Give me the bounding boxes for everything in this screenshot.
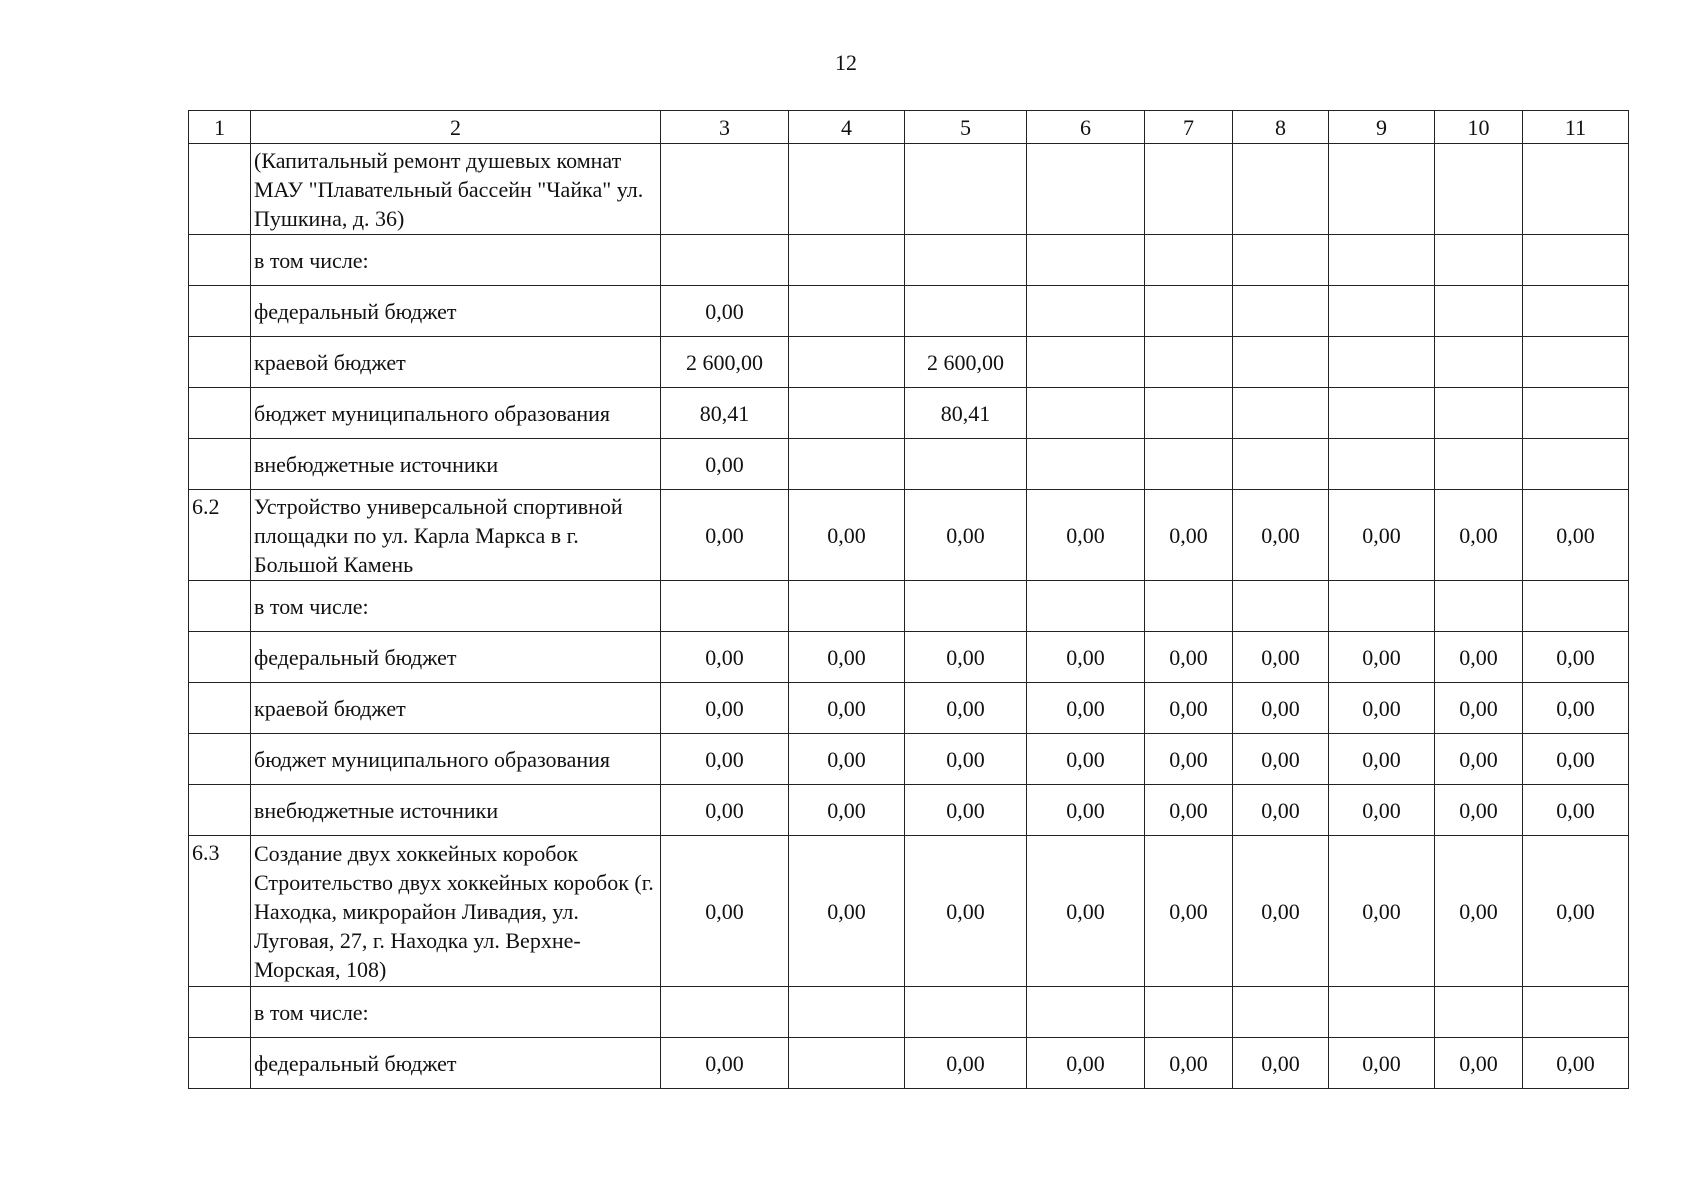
value-cell [1027,286,1145,337]
column-header: 11 [1523,111,1629,144]
value-cell [1145,439,1233,490]
value-cell: 0,00 [1145,836,1233,987]
value-cell [789,337,905,388]
value-cell [905,987,1027,1038]
value-cell: 0,00 [1233,683,1329,734]
value-cell: 0,00 [905,490,1027,581]
value-cell [1329,337,1435,388]
value-cell: 0,00 [1233,632,1329,683]
row-index-cell [189,632,251,683]
value-cell: 2 600,00 [661,337,789,388]
value-cell: 0,00 [1233,490,1329,581]
value-cell [1145,987,1233,1038]
value-cell: 0,00 [661,836,789,987]
table-row [189,683,1629,734]
value-cell: 0,00 [789,632,905,683]
value-cell [1145,235,1233,286]
value-cell [905,144,1027,235]
row-index-cell [189,1038,251,1089]
value-cell [1523,235,1629,286]
value-cell: 0,00 [1523,785,1629,836]
value-cell: 0,00 [1027,632,1145,683]
value-cell: 0,00 [1435,734,1523,785]
value-cell: 0,00 [661,632,789,683]
row-index-cell [189,439,251,490]
value-cell [1145,144,1233,235]
value-cell: 0,00 [1145,734,1233,785]
value-cell [1027,144,1145,235]
value-cell: 0,00 [1027,836,1145,987]
value-cell: 0,00 [789,785,905,836]
column-header: 6 [1027,111,1145,144]
value-cell [905,286,1027,337]
value-cell: 0,00 [661,785,789,836]
value-cell: 0,00 [905,1038,1027,1089]
table-row [189,286,1629,337]
table-row [189,987,1629,1038]
value-cell: 0,00 [1329,490,1435,581]
value-cell [1329,286,1435,337]
table-row [189,144,1629,235]
column-header: 7 [1145,111,1233,144]
row-index-cell [189,683,251,734]
value-cell [1435,286,1523,337]
value-cell [1523,337,1629,388]
value-cell [789,144,905,235]
value-cell: 0,00 [1145,683,1233,734]
value-cell [661,581,789,632]
value-cell [1523,581,1629,632]
value-cell: 0,00 [905,785,1027,836]
value-cell [1233,144,1329,235]
row-index-cell: 6.2 [189,490,251,581]
row-label-cell: краевой бюджет [251,683,661,734]
value-cell [789,388,905,439]
row-label-cell: федеральный бюджет [251,632,661,683]
row-index-cell [189,235,251,286]
column-header: 4 [789,111,905,144]
row-label-cell: в том числе: [251,581,661,632]
value-cell: 0,00 [661,1038,789,1089]
value-cell [1233,987,1329,1038]
value-cell [1523,439,1629,490]
value-cell: 0,00 [905,683,1027,734]
column-header: 8 [1233,111,1329,144]
row-index-cell [189,337,251,388]
value-cell [789,581,905,632]
value-cell: 0,00 [661,734,789,785]
value-cell [1145,581,1233,632]
value-cell: 0,00 [1523,734,1629,785]
value-cell: 0,00 [661,439,789,490]
value-cell [1435,337,1523,388]
value-cell [1435,581,1523,632]
value-cell [661,987,789,1038]
row-label-cell: в том числе: [251,987,661,1038]
value-cell [1329,439,1435,490]
value-cell [1329,987,1435,1038]
value-cell [1027,439,1145,490]
value-cell: 0,00 [661,286,789,337]
value-cell [1523,144,1629,235]
value-cell: 2 600,00 [905,337,1027,388]
row-label-cell: (Капитальный ремонт душевых комнат МАУ "Плавательный бассейн "Чайка" ул. Пушкина, д. 36) [251,144,661,235]
value-cell [1435,439,1523,490]
value-cell [789,439,905,490]
value-cell: 0,00 [1435,785,1523,836]
value-cell: 0,00 [1027,785,1145,836]
value-cell [1233,388,1329,439]
row-label-cell: Устройство универсальной спортивной площадки по ул. Карла Маркса в г. Большой Камень [251,490,661,581]
value-cell [1027,235,1145,286]
value-cell: 0,00 [1145,785,1233,836]
value-cell: 0,00 [1329,734,1435,785]
row-index-cell [189,734,251,785]
column-header: 9 [1329,111,1435,144]
row-index-cell [189,388,251,439]
value-cell [789,286,905,337]
value-cell: 0,00 [1523,836,1629,987]
column-header: 10 [1435,111,1523,144]
value-cell [1233,286,1329,337]
value-cell [1329,581,1435,632]
row-label-cell: краевой бюджет [251,337,661,388]
value-cell [905,235,1027,286]
table-body [189,144,1629,1089]
row-index-cell: 6.3 [189,836,251,987]
table-row [189,1038,1629,1089]
value-cell [1435,987,1523,1038]
value-cell [1027,337,1145,388]
table-row [189,581,1629,632]
value-cell: 0,00 [1435,836,1523,987]
value-cell [1523,987,1629,1038]
value-cell: 0,00 [1329,836,1435,987]
value-cell: 0,00 [1329,1038,1435,1089]
row-index-cell [189,286,251,337]
value-cell: 0,00 [1523,632,1629,683]
value-cell: 0,00 [1145,632,1233,683]
table-header-row [189,111,1629,144]
value-cell: 0,00 [1027,683,1145,734]
value-cell [1523,286,1629,337]
row-label-cell: федеральный бюджет [251,286,661,337]
value-cell: 0,00 [1523,683,1629,734]
value-cell [1145,337,1233,388]
value-cell [1329,144,1435,235]
column-header: 1 [189,111,251,144]
table-row [189,785,1629,836]
row-label-cell: Создание двух хоккейных коробок Строительство двух хоккейных коробок (г. Находка, микрорайон Ливадия, ул. Луговая, 27, г. Находка ул. Верхне-Морская, 108) [251,836,661,987]
value-cell: 0,00 [1523,490,1629,581]
value-cell: 0,00 [661,683,789,734]
table-row [189,235,1629,286]
table-row [189,337,1629,388]
table-row [189,490,1629,581]
value-cell [1233,581,1329,632]
value-cell [661,144,789,235]
value-cell [789,987,905,1038]
value-cell: 0,00 [905,836,1027,987]
value-cell [1233,439,1329,490]
value-cell [1435,388,1523,439]
table-row [189,836,1629,987]
value-cell [1027,987,1145,1038]
value-cell: 0,00 [1329,785,1435,836]
table-row [189,632,1629,683]
value-cell [1145,286,1233,337]
value-cell [1145,388,1233,439]
value-cell: 0,00 [1329,632,1435,683]
value-cell: 0,00 [1435,1038,1523,1089]
value-cell: 0,00 [1027,734,1145,785]
column-header: 5 [905,111,1027,144]
value-cell: 0,00 [789,490,905,581]
row-label-cell: федеральный бюджет [251,1038,661,1089]
value-cell: 0,00 [1233,734,1329,785]
value-cell [1435,235,1523,286]
row-label-cell: бюджет муниципального образования [251,734,661,785]
value-cell [1027,581,1145,632]
table-row [189,388,1629,439]
value-cell: 0,00 [1027,490,1145,581]
value-cell: 0,00 [1329,683,1435,734]
row-label-cell: бюджет муниципального образования [251,388,661,439]
value-cell [789,1038,905,1089]
row-index-cell [189,144,251,235]
value-cell [1233,337,1329,388]
row-index-cell [189,987,251,1038]
value-cell [905,581,1027,632]
row-index-cell [189,785,251,836]
row-index-cell [189,581,251,632]
row-label-cell: внебюджетные источники [251,785,661,836]
column-header: 2 [251,111,661,144]
table-row [189,439,1629,490]
value-cell: 0,00 [1233,836,1329,987]
value-cell: 0,00 [1233,785,1329,836]
value-cell: 0,00 [905,734,1027,785]
value-cell: 80,41 [905,388,1027,439]
value-cell: 80,41 [661,388,789,439]
value-cell [905,439,1027,490]
value-cell: 0,00 [1435,632,1523,683]
page-number: 12 [835,50,857,75]
row-label-cell: внебюджетные источники [251,439,661,490]
budget-table [188,110,1629,1089]
row-label-cell: в том числе: [251,235,661,286]
value-cell: 0,00 [789,734,905,785]
value-cell: 0,00 [789,836,905,987]
value-cell: 0,00 [1145,490,1233,581]
value-cell: 0,00 [1435,683,1523,734]
value-cell: 0,00 [1435,490,1523,581]
value-cell: 0,00 [1145,1038,1233,1089]
value-cell: 0,00 [789,683,905,734]
value-cell [1329,235,1435,286]
column-header: 3 [661,111,789,144]
value-cell: 0,00 [905,632,1027,683]
value-cell [1027,388,1145,439]
value-cell: 0,00 [661,490,789,581]
value-cell: 0,00 [1027,1038,1145,1089]
value-cell [661,235,789,286]
value-cell [789,235,905,286]
table-row [189,734,1629,785]
value-cell [1435,144,1523,235]
value-cell [1233,235,1329,286]
value-cell [1523,388,1629,439]
value-cell: 0,00 [1233,1038,1329,1089]
value-cell: 0,00 [1523,1038,1629,1089]
value-cell [1329,388,1435,439]
